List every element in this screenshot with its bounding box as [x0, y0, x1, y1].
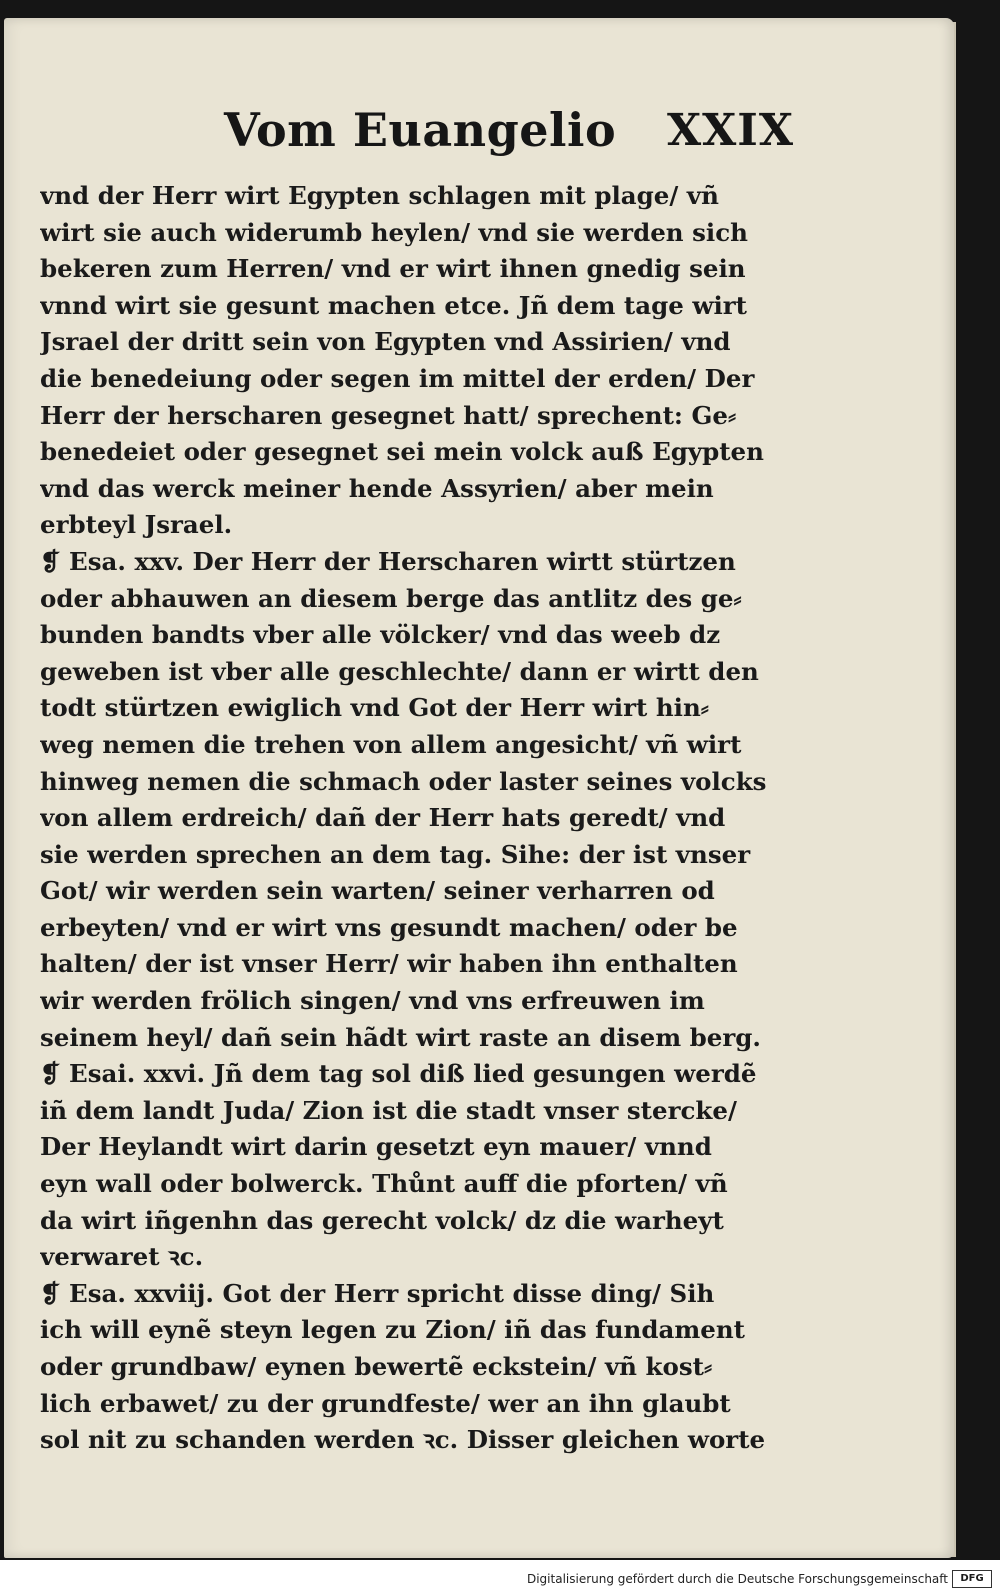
book-page	[4, 18, 954, 1558]
text-line: oder grundbaw/ eynen bewertẽ eckstein/ vñ kost⸗	[40, 1352, 713, 1381]
text-line: ❡ Esa. xxviij. Got der Herr spricht disse ding/ Sih	[40, 1278, 715, 1308]
text-line: seinem heyl/ dañ sein hãdt wirt raste an disem berg.	[40, 1022, 761, 1052]
text-line: iñ dem landt Juda/ Zion ist die stadt vnser stercke/	[40, 1095, 737, 1125]
text-line: eyn wall oder bolwerck. Thůnt auff die pforten/ vñ	[40, 1169, 728, 1199]
text-line: sol nit zu schanden werden ꝛc. Disser gleichen worte	[40, 1425, 766, 1455]
text-line: da wirt iñgenhn das gerecht volck/ dz die warheyt	[40, 1205, 724, 1235]
text-line: vnd das werck meiner hende Assyrien/ aber mein	[40, 473, 714, 503]
text-line: halten/ der ist vnser Herr/ wir haben ihn enthalten	[40, 949, 738, 979]
text-line: Jsrael der dritt sein von Egypten vnd Assirien/ vnd	[40, 327, 731, 357]
text-line: ❡ Esa. xxv. Der Herr der Herscharen wirtt stürtzen	[40, 546, 736, 576]
text-line: Herr der herscharen gesegnet hatt/ sprechent: Ge⸗	[40, 400, 737, 430]
text-line: oder abhauwen an diesem berge das antlitz des ge⸗	[40, 583, 742, 613]
folio-number: XXIX	[667, 105, 794, 156]
text-line: weg nemen die trehen von allem angesicht/ vñ wirt	[40, 729, 742, 759]
text-line: sie werden sprechen an dem tag. Sihe: der ist vnser	[40, 839, 751, 869]
text-line: bunden bandts vber alle völcker/ vnd das weeb dz	[40, 620, 721, 650]
text-line: bekeren zum Herren/ vnd er wirt ihnen gnedig sein	[40, 254, 746, 284]
text-line: vnd der Herr wirt Egypten schlagen mit plage/ vñ	[40, 181, 719, 210]
text-line: von allem erdreich/ dañ der Herr hats geredt/ vnd	[40, 803, 726, 833]
funding-credit: Digitalisierung gefördert durch die Deutsche Forschungsgemeinschaft	[526, 1572, 948, 1586]
dfg-logo: DFG	[952, 1570, 992, 1588]
text-line: ich will eynẽ steyn legen zu Zion/ iñ das fundament	[40, 1315, 745, 1345]
text-line: Got/ wir werden sein warten/ seiner verharren od	[40, 876, 715, 906]
text-line: Der Heylandt wirt darin gesetzt eyn mauer/ vnnd	[40, 1132, 712, 1162]
text-line: erbteyl Jsrael.	[40, 510, 233, 540]
text-line: ❡ Esai. xxvi. Jñ dem tag sol diß lied gesungen werdẽ	[40, 1059, 757, 1089]
text-line: hinweg nemen die schmach oder laster seines volcks	[40, 766, 767, 796]
text-line: wirt sie auch widerumb heylen/ vnd sie werden sich	[40, 217, 748, 247]
page-header	[224, 103, 794, 173]
running-title: Vom Euangelio	[224, 103, 617, 157]
text-line: vnnd wirt sie gesunt machen etce. Jñ dem tage wirt	[40, 290, 747, 320]
text-line: lich erbawet/ zu der grundfeste/ wer an ihn glaubt	[40, 1388, 731, 1418]
text-line: wir werden frölich singen/ vnd vns erfreuwen im	[40, 986, 705, 1016]
body-text	[40, 178, 800, 1459]
text-line: verwaret ꝛc.	[40, 1242, 204, 1272]
text-line: benedeiet oder gesegnet sei mein volck auß Egypten	[40, 437, 764, 467]
text-line: erbeyten/ vnd er wirt vns gesundt machen/ oder be	[40, 912, 738, 942]
text-line: todt stürtzen ewiglich vnd Got der Herr wirt hin⸗	[40, 693, 709, 723]
text-line: die benedeiung oder segen im mittel der erden/ Der	[40, 363, 755, 393]
text-line: geweben ist vber alle geschlechte/ dann er wirtt den	[40, 656, 759, 686]
footer-bar	[0, 1560, 1000, 1594]
